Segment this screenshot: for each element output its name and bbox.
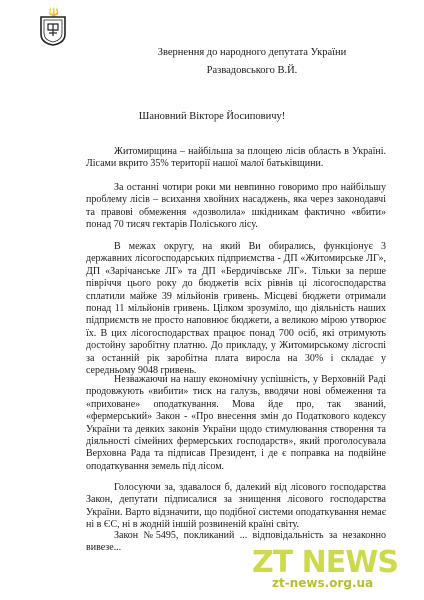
watermark-brand: ZT NEWS (252, 545, 398, 580)
shield-icon (40, 16, 66, 46)
coat-of-arms-emblem (38, 8, 68, 48)
paragraph: Голосуючи за, здавалося б, далекий від лісового господарства Закон, депутати підписалися за знищення лісового господарства України. Варто відзначити, що подібної системи оподаткування немає ні в ЄС, ні в жодній іншій розвиненій країні світу. (86, 482, 386, 531)
trident-icon: 🔱 (48, 7, 60, 17)
paragraph: В межах округу, на який Ви обирались, функціонує 3 державних лісогосподарських підприємства - ДП «Житомирське ЛГ», ДП «Зарічанське ЛГ» та ДП «Бердичівське ЛГ». Тільки за перше півріччя цього року до бюджетів всіх рівнів ці лісогосподарства сплатили майже 39 мільйонів гривень. Місцеві бюджети отримали понад 11 мільйонів гривень. Цілком зрозуміло, що діяльність наших підприємств не просто наповнює бюджети, а великою мірою утворює їх. В цих лісогосподарствах працює понад 700 осіб, які отримують достойну заробітну платню. До прикладу, у Житомирському лісгоспі за останній рік заробітна плата виросла на 30% і складає у середньому 9048 гривень. (86, 241, 386, 377)
addressee-name: Развадовського В.Й. (206, 65, 298, 76)
paragraph: Закон №5495, покликаний ... відповідальність за незаконно вивезе... (86, 530, 386, 554)
site-watermark (250, 546, 420, 596)
paragraph: За останні чотири роки ми невпинно говоримо про найбільшу проблему лісів – всихання хвойних насаджень, яка через законодавчі та правові обмеження «дозволила» шкідникам фактично «вбити» понад 70 тисяч гектарів Поліського лісу. (86, 182, 386, 231)
salutation: Шановний Вікторе Йосиповичу! (138, 111, 286, 122)
paragraph: Незважаючи на нашу економічну успішність, у Верховній Раді продовжують «вибити» тиск на галузь, вводячи нові обмеження та «приховане» оподаткування. Мова йде про, так званий, «фермерський» Закон - «Про внесення змін до Податкового кодексу України та деяких законів України щодо стимулювання створення та діяльності сімейних фермерських господарств», який проголосувала Верховна Рада та підписав Президент, і де є поправка на подвійне оподаткування земель під лісом. (86, 374, 386, 472)
addressee-title: Звернення до народного депутата України (157, 47, 347, 58)
paragraph: Житомирщина – найбільша за площею лісів область в Україні. Лісами вкрито 35% території нашої малої батьківщини. (86, 146, 386, 170)
watermark-domain: zt-news.org.ua (272, 576, 374, 590)
